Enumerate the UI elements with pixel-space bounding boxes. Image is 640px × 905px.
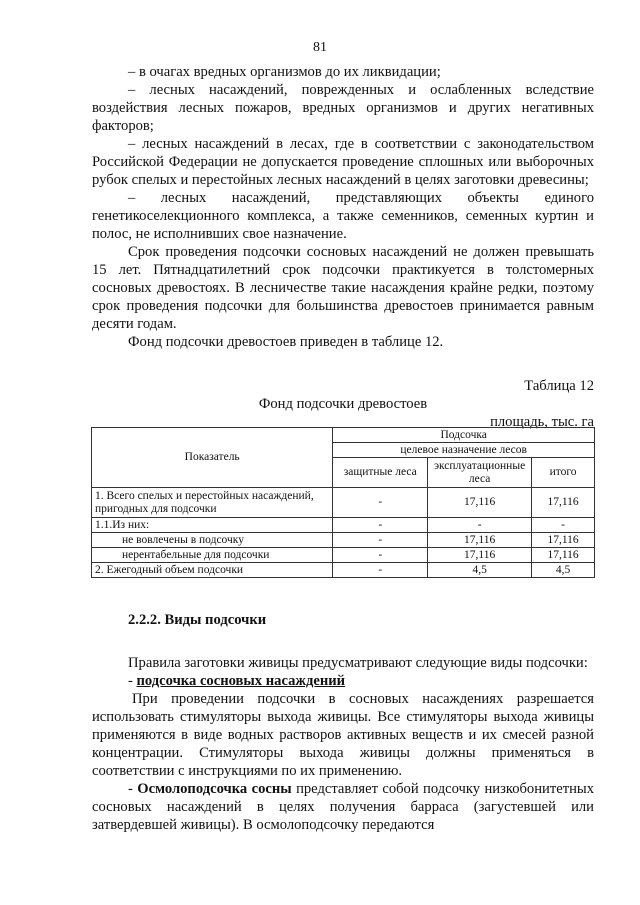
paragraph-2: – лесных насаждений, поврежденных и ослабленных вследствие воздействия лесных пожаров, вредных организмов и других негативных факторов;	[92, 82, 594, 134]
paragraph-1: – в очагах вредных организмов до их ликвидации;	[128, 64, 441, 80]
table-row	[92, 533, 595, 548]
row-name: не вовлечены в подсочку	[92, 533, 333, 548]
cell-value: -	[428, 518, 532, 533]
paragraph-9	[92, 780, 594, 834]
paragraph-4: – лесных насаждений, представляющих объекты единого генетикоселекционного комплекса, а также семенников, семенных куртин и полос, не исполнивших свое назначение.	[92, 190, 594, 242]
header-group: Подсочка	[333, 428, 595, 443]
table-units: площадь, тыс. га	[490, 414, 594, 430]
row-name: нерентабельные для подсочки	[92, 548, 333, 563]
intro-text	[92, 63, 594, 351]
table-title: Фонд подсочки древостоев	[258, 396, 428, 412]
paragraph-9-dash: -	[128, 781, 138, 797]
row-name: 1.1.Из них:	[92, 518, 333, 533]
header-col1: защитные леса	[333, 458, 428, 488]
data-table	[91, 427, 595, 578]
table-row	[92, 488, 595, 518]
cell-value: -	[333, 548, 428, 563]
paragraph-9-term: Осмолоподсочка сосны	[137, 781, 292, 797]
header-indicator: Показатель	[92, 428, 333, 488]
header-col3: итого	[532, 458, 595, 488]
row-name: 2. Ежегодный объем подсочки	[92, 563, 333, 578]
paragraph-6: Фонд подсочки древостоев приведен в таблице 12.	[128, 334, 444, 350]
page-number: 81	[313, 40, 327, 55]
cell-value: -	[333, 533, 428, 548]
cell-value: 17,116	[428, 533, 532, 548]
header-subgroup: целевое назначение лесов	[333, 443, 595, 458]
cell-value: 17,116	[428, 488, 532, 518]
paragraph-9-text: представляет собой подсочку низкобонитетных сосновых насаждений в целях получения барраса (загустевшей или затвердевшей живицы). В осмолоподсочку передаются	[92, 781, 594, 833]
paragraph-8: При проведении подсочки в сосновых насаждениях разрешается использовать стимуляторы выхода живицы. Все стимуляторы выхода живицы применяются в виде водных растворов активных веществ и их смесей разной концентрации. Стимуляторы выхода живицы должны применяться в соответствии с инструкциями по их применению.	[92, 691, 594, 779]
section-heading: 2.2.2. Виды подсочки	[128, 612, 267, 628]
table-row	[92, 518, 595, 533]
paragraph-3: – лесных насаждений в лесах, где в соответствии с законодательством Российской Федерации не допускается проведение сплошных или выборочных рубок спелых и перестойных лесных насаждений в целях заготовки древесины;	[92, 136, 594, 188]
paragraph-7: Правила заготовки живицы предусматривают следующие виды подсочки:	[128, 655, 588, 671]
subheading-line	[92, 672, 594, 690]
cell-value: -	[333, 563, 428, 578]
cell-value: 17,116	[532, 533, 595, 548]
cell-value: -	[532, 518, 595, 533]
table-label: Таблица 12	[524, 378, 594, 394]
cell-value: 17,116	[428, 548, 532, 563]
subheading: подсочка сосновых насаждений	[136, 673, 346, 689]
cell-value: -	[333, 488, 428, 518]
cell-value: -	[333, 518, 428, 533]
table-row	[92, 563, 595, 578]
row-name: 1. Всего спелых и перестойных насаждений, пригодных для подсочки	[92, 488, 333, 518]
subheading-dash: -	[128, 673, 137, 689]
cell-value: 17,116	[532, 488, 595, 518]
table-row	[92, 548, 595, 563]
section-text	[92, 654, 594, 834]
cell-value: 4,5	[532, 563, 595, 578]
cell-value: 4,5	[428, 563, 532, 578]
header-col2: эксплуатационные леса	[428, 458, 532, 488]
paragraph-5: Срок проведения подсочки сосновых насаждений не должен превышать 15 лет. Пятнадцатилетний срок подсочки практикуется в толстомерных сосновых древостоях. В лесничестве такие насаждения крайне редки, поэтому срок проведения подсочки для большинства древостоев принимается равным десяти годам.	[92, 244, 594, 332]
cell-value: 17,116	[532, 548, 595, 563]
